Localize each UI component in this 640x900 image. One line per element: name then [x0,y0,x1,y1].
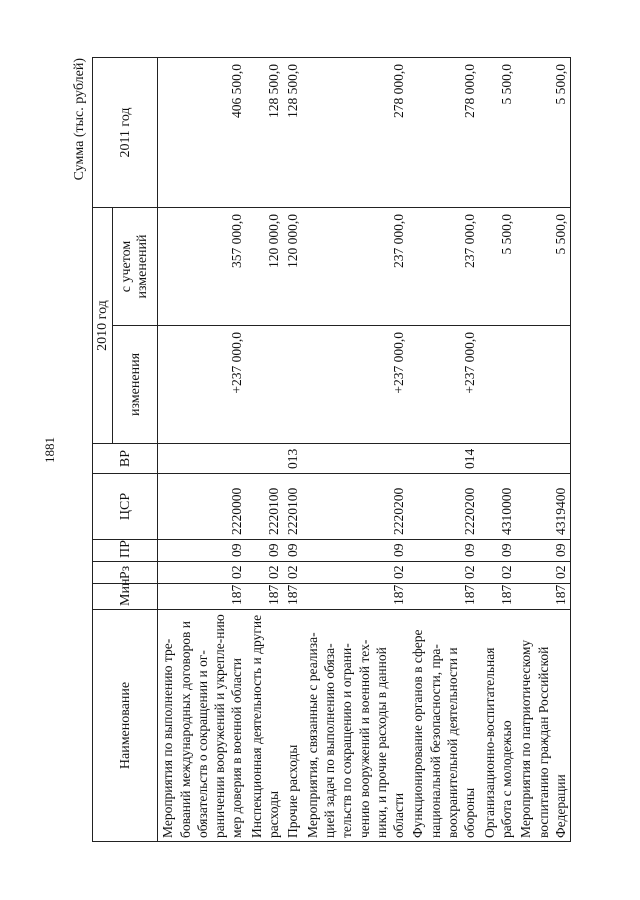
row-vr: 014 [408,444,479,474]
row-rz: 02 [480,562,517,584]
header-vr: ВР [93,444,158,474]
row-vr: 013 [283,444,302,474]
table-row [408,58,479,842]
row-with-changes: 5 500,0 [480,208,517,326]
row-rz: 02 [303,562,409,584]
row-pr: 09 [480,540,517,562]
row-min: 187 [516,584,570,610]
table-row [283,58,302,842]
row-vr [247,444,284,474]
table-row [303,58,409,842]
row-min: 187 [408,584,479,610]
row-csr: 2220200 [303,474,409,540]
row-rz: 02 [247,562,284,584]
header-with-changes: с учетом изменений [113,208,158,326]
header-pr: ПР [93,540,158,562]
table-row [480,58,517,842]
row-pr: 09 [303,540,409,562]
row-vr [480,444,517,474]
row-vr [303,444,409,474]
row-name: Инспекционная деятельность и другие расходы [247,610,284,842]
row-csr: 2220200 [408,474,479,540]
row-min: 187 [480,584,517,610]
row-2011: 128 500,0 [283,58,302,208]
row-changes: +237 000,0 [303,326,409,444]
row-vr [158,444,247,474]
row-min: 187 [283,584,302,610]
row-changes: +237 000,0 [408,326,479,444]
row-changes [247,326,284,444]
row-rz: 02 [516,562,570,584]
row-2011: 278 000,0 [408,58,479,208]
row-with-changes: 237 000,0 [408,208,479,326]
row-with-changes: 357 000,0 [158,208,247,326]
row-min: 187 [303,584,409,610]
row-changes [283,326,302,444]
row-changes: +237 000,0 [158,326,247,444]
row-pr: 09 [247,540,284,562]
row-2011: 5 500,0 [480,58,517,208]
row-pr: 09 [283,540,302,562]
row-pr: 09 [408,540,479,562]
row-name: Организационно-воспитательная работа с молодежью [480,610,517,842]
header-rz: Рз [93,562,158,584]
header-year-2010: 2010 год [93,208,113,444]
row-name: Прочие расходы [283,610,302,842]
row-2011: 5 500,0 [516,58,570,208]
row-min: 187 [247,584,284,610]
page-number: 1881 [42,437,57,463]
header-row-1 [93,58,113,842]
row-name: Мероприятия по патриотическому воспитанию граждан Российской Федерации [516,610,570,842]
row-rz: 02 [158,562,247,584]
row-name: Функционирование органов в сфере национальной безопасности, пра-воохранительной деятельности и обороны [408,610,479,842]
row-pr: 09 [516,540,570,562]
header-csr: ЦСР [93,474,158,540]
row-name: Мероприятия по выполнению тре-бований международных договоров и обязательств о сокращении и ог-раничении вооружений и укрепле-нию мер доверия в военной области [158,610,247,842]
row-rz: 02 [408,562,479,584]
table-row [516,58,570,842]
row-csr: 2220100 [247,474,284,540]
table-body [158,58,571,842]
row-name: Мероприятия, связанные с реализа-цией задач по выполнению обяза-тельств по сокращению и ограни-чению вооружений и военной тех-ники, и прочие расходы в данной области [303,610,409,842]
row-csr: 2220000 [158,474,247,540]
row-vr [516,444,570,474]
header-min: Мин [93,584,158,610]
row-changes [516,326,570,444]
row-with-changes: 237 000,0 [303,208,409,326]
header-name: Наименование [93,610,158,842]
row-2011: 406 500,0 [158,58,247,208]
row-with-changes: 120 000,0 [283,208,302,326]
row-csr: 4310000 [480,474,517,540]
row-csr: 2220100 [283,474,302,540]
unit-note: Сумма (тыс. рублей) [72,58,87,181]
row-min: 187 [158,584,247,610]
header-year-2011: 2011 год [93,58,158,208]
row-changes [480,326,517,444]
row-csr: 4319400 [516,474,570,540]
header-changes: изменения [113,326,158,444]
table-row [247,58,284,842]
row-2011: 278 000,0 [303,58,409,208]
row-rz: 02 [283,562,302,584]
row-with-changes: 5 500,0 [516,208,570,326]
row-pr: 09 [158,540,247,562]
row-2011: 128 500,0 [247,58,284,208]
row-with-changes: 120 000,0 [247,208,284,326]
budget-table [92,57,571,842]
table-row [158,58,247,842]
